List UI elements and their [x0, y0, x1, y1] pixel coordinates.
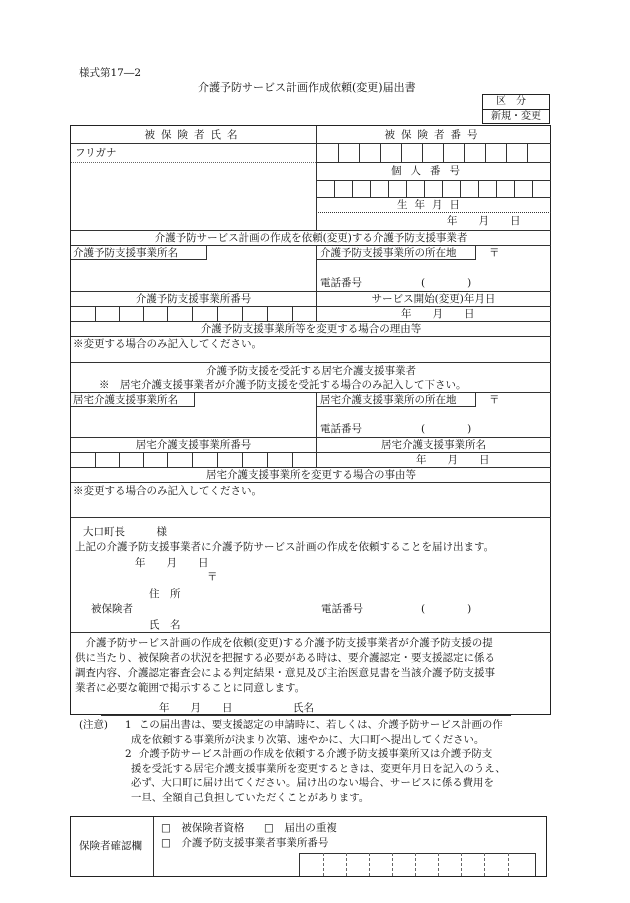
birthdate-value[interactable]: 年 月 日 — [447, 215, 521, 227]
section1-postal: 〒 — [489, 247, 500, 259]
insured-name-field[interactable] — [72, 163, 315, 218]
section1-phone-label: 電話番号 — [320, 277, 362, 289]
birthdate-label: 生年月日 — [397, 199, 467, 211]
section1-service-start-label: サービス開始(変更)年月日 — [371, 293, 496, 305]
check-duplicate-notification[interactable]: □ 届出の重複 — [264, 822, 337, 834]
section1-office-address-label: 介護予防支援事業所の所在地 — [320, 247, 457, 259]
note-2-line-1: 介護予防サービス計画の作成を依頼する介護予防支援事業所又は介護予防支 — [139, 748, 493, 760]
consent-line-3: 調査内容、介護認定審査会による判定結果・意見及び主治医意見書を当該介護予防支援事 — [75, 667, 495, 679]
insurer-check-label: 保険者確認欄 — [79, 840, 142, 852]
section2-heading: 介護予防支援を受託する居宅介護支援事業者 — [206, 365, 416, 377]
insured-number-header: 被保険者番号 — [384, 129, 484, 141]
section1-reason-field[interactable] — [72, 352, 550, 362]
declaration-phone-label: 電話番号 — [321, 603, 363, 615]
kubun-label: 区分 — [483, 95, 549, 110]
note-2-number: 2 — [125, 748, 132, 760]
note-2-line-2: 援を受託する居宅介護支援事業所を変更するときは、変更年月日を記入のうえ、 — [131, 762, 506, 775]
declaration-name-label: 氏 名 — [149, 619, 181, 631]
section1-reason-heading: 介護予防支援事業所等を変更する場合の理由等 — [200, 323, 422, 335]
section2-subheading: ※ 居宅介護支援事業者が介護予防支援を受託する場合のみ記入して下さい。 — [99, 379, 467, 391]
section2-office-address-label: 居宅介護支援事業所の所在地 — [320, 394, 457, 406]
section2-phone-value[interactable]: ( ) — [421, 423, 472, 435]
declaration-address-label: 住 所 — [149, 588, 181, 600]
declaration-postal: 〒 — [207, 571, 218, 583]
section1-office-number-label: 介護予防支援事業所番号 — [135, 293, 252, 305]
note-2-line-4: 一旦、全額自己負担していただくことがあります。 — [131, 791, 370, 804]
personal-number-label: 個人番号 — [391, 165, 469, 177]
notes-label: (注意) — [79, 719, 108, 731]
declaration-text: 上記の介護予防支援事業者に介護予防サービス計画の作成を依頼することを届け出ます。 — [75, 541, 495, 553]
addressee: 大口町長 様 — [83, 526, 167, 538]
section1-heading: 介護予防サービス計画の作成を依頼(変更)する介護予防支援事業者 — [154, 232, 468, 244]
section1-reason-note: ※変更する場合のみ記入してください。 — [73, 338, 262, 350]
form-title: 介護予防サービス計画作成依頼(変更)届出書 — [198, 81, 416, 94]
check-insured-qualification[interactable]: □ 被保険者資格 — [161, 822, 245, 834]
kubun-box — [482, 94, 550, 124]
main-form-table — [70, 125, 551, 715]
section2-office-name-label: 居宅介護支援事業所名 — [73, 394, 178, 406]
section2-postal: 〒 — [489, 394, 500, 406]
insurer-check-table — [70, 816, 547, 877]
form-number: 様式第17―2 — [79, 67, 142, 79]
notes-block — [79, 718, 549, 805]
declaration-insured-label: 被保険者 — [91, 603, 133, 615]
declaration-phone-value[interactable]: ( ) — [421, 603, 472, 615]
note-1-number: 1 — [125, 719, 132, 731]
kubun-value[interactable]: 新規・変更 — [491, 111, 541, 122]
consent-line-4: 業者に必要な範囲で掲示することに同意します。 — [75, 682, 306, 694]
section2-phone-label: 電話番号 — [320, 423, 362, 435]
note-2-line-3: 必ず、大口町に届け出てください。届け出のない場合、サービスに係る費用を — [131, 777, 494, 789]
section1-phone-value[interactable]: ( ) — [421, 277, 472, 289]
consent-date[interactable]: 年 月 日 — [159, 702, 233, 714]
section2-office-number-label: 居宅介護支援事業所番号 — [135, 439, 252, 451]
consent-line-2: 供に当たり、被保険者の状況を把握する必要がある時は、要介護認定・要支援認定に係る — [75, 652, 495, 664]
furigana-label: フリガナ — [75, 147, 117, 159]
consent-line-1: 介護予防サービス計画の作成を依頼(変更)する介護予防支援事業者が介護予防支援の提 — [75, 637, 493, 649]
insured-name-header: 被保険者氏名 — [144, 129, 244, 141]
section2-date-value[interactable]: 年 月 日 — [416, 454, 490, 466]
section2-reason-field[interactable] — [72, 498, 550, 516]
section1-service-start-value[interactable]: 年 月 日 — [401, 308, 475, 320]
section2-reason-heading: 居宅介護支援事業所を変更する場合の事由等 — [206, 469, 416, 481]
check-office-number[interactable]: □ 介護予防支援事業者事業所番号 — [161, 837, 329, 849]
declaration-date[interactable]: 年 月 日 — [135, 557, 209, 569]
note-1-line-2: 成を依頼する事業所が決まり次第、速やかに、大口町へ提出してください。 — [131, 733, 485, 746]
section2-reason-note: ※変更する場合のみ記入してください。 — [73, 485, 262, 497]
consent-name-label: 氏名 — [293, 702, 314, 714]
section2-office-name2-label: 居宅介護支援事業所名 — [381, 439, 486, 451]
section1-office-name-label: 介護予防支援事業所名 — [73, 247, 178, 259]
note-1-line-1: この届出書は、要支援認定の申請時に、若しくは、介護予防サービス計画の作 — [139, 719, 503, 731]
